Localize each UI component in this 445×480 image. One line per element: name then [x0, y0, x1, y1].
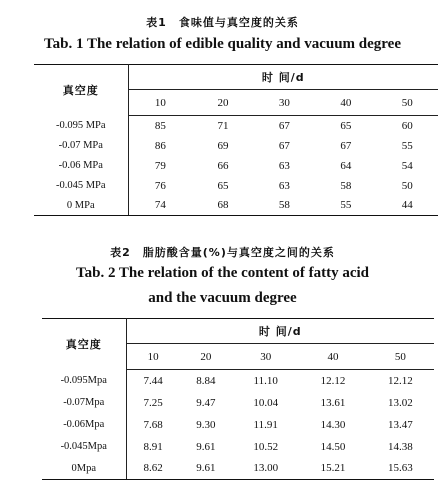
table-cell: 69	[217, 139, 229, 152]
table2-caption-en-line1: Tab. 2 The relation of the content of fatty acid	[75, 265, 370, 281]
table-cell: 55	[315, 196, 376, 216]
table2-day-header: 20	[180, 344, 232, 370]
table-cell: 10.52	[253, 440, 279, 453]
table-cell: 9.47	[196, 396, 216, 409]
table-cell: 8.62	[126, 458, 180, 480]
table-cell: 12.12	[387, 374, 413, 387]
row-label: -0.045 MPa	[34, 176, 128, 196]
table-row	[34, 116, 438, 136]
table1-day-header: 30	[254, 90, 315, 116]
table-cell: 8.91	[143, 440, 163, 453]
row-label: -0.045Mpa	[42, 436, 126, 458]
table-cell: 8.84	[196, 374, 216, 387]
table-cell: 65	[217, 179, 229, 192]
table-row	[42, 414, 434, 436]
table1-caption-cn: 表1 食味值与真空度的关系	[146, 16, 299, 29]
table-cell: 67	[278, 119, 290, 132]
table-cell: 67	[340, 139, 352, 152]
row-label: -0.06Mpa	[42, 414, 126, 436]
table-cell: 15.63	[367, 458, 434, 480]
table-cell: 15.21	[299, 458, 366, 480]
row-label: -0.07 MPa	[34, 136, 128, 156]
table-cell: 14.30	[320, 418, 346, 431]
table-cell: 54	[401, 159, 413, 172]
table-row	[42, 392, 434, 414]
table2-time-header: 时 间/d	[126, 319, 434, 344]
table-cell: 63	[278, 159, 290, 172]
table-cell: 55	[401, 139, 413, 152]
table-cell: 68	[192, 196, 253, 216]
table2-day-header: 40	[299, 344, 366, 370]
table-row	[42, 458, 434, 480]
row-label: -0.095Mpa	[42, 370, 126, 392]
table-row	[34, 136, 438, 156]
table2-day-header: 10	[126, 344, 180, 370]
table1-day-header: 50	[377, 90, 438, 116]
row-label: -0.07Mpa	[42, 392, 126, 414]
table-cell: 60	[401, 119, 413, 132]
table-cell: 14.38	[387, 440, 413, 453]
table2	[42, 318, 434, 480]
table-cell: 44	[377, 196, 438, 216]
table2-caption-en-line2: and the vacuum degree	[148, 290, 297, 306]
table-cell: 7.44	[143, 374, 163, 387]
table-cell: 9.61	[196, 440, 216, 453]
table-cell: 11.10	[253, 374, 278, 387]
row-label: -0.06 MPa	[34, 156, 128, 176]
table1-day-header: 10	[128, 90, 192, 116]
table2-caption-cn: 表2 脂肪酸含量(%)与真空度之间的关系	[110, 246, 335, 259]
table-cell: 63	[278, 179, 290, 192]
table-cell: 13.00	[232, 458, 299, 480]
table-cell: 12.12	[320, 374, 346, 387]
table-cell: 11.91	[253, 418, 278, 431]
table-row	[42, 370, 434, 392]
table1	[34, 64, 438, 216]
table-cell: 64	[340, 159, 352, 172]
table-cell: 13.02	[387, 396, 413, 409]
table1-caption-en: Tab. 1 The relation of edible quality and vacuum degree	[44, 36, 401, 52]
table-cell: 85	[154, 119, 166, 132]
table-cell: 67	[278, 139, 290, 152]
table1-row-header: 真空度	[34, 65, 128, 116]
table-cell: 13.47	[387, 418, 413, 431]
table-cell: 86	[154, 139, 166, 152]
table1-day-header: 20	[192, 90, 253, 116]
table2-day-header: 50	[367, 344, 434, 370]
table-cell: 79	[154, 159, 166, 172]
table-row	[34, 196, 438, 216]
table-cell: 65	[340, 119, 352, 132]
table-cell: 14.50	[320, 440, 346, 453]
table-cell: 58	[254, 196, 315, 216]
table-cell: 66	[217, 159, 229, 172]
table-cell: 71	[217, 119, 229, 132]
table-cell: 74	[128, 196, 192, 216]
table-cell: 13.61	[320, 396, 346, 409]
table2-day-header: 30	[232, 344, 299, 370]
table-cell: 9.61	[180, 458, 232, 480]
row-label: 0 MPa	[34, 196, 128, 216]
table-cell: 7.68	[143, 418, 163, 431]
table-cell: 9.30	[196, 418, 216, 431]
table1-day-header: 40	[315, 90, 376, 116]
table-row	[34, 176, 438, 196]
table-cell: 7.25	[143, 396, 163, 409]
table2-row-header: 真空度	[42, 319, 126, 370]
table-row	[34, 156, 438, 176]
row-label: 0Mpa	[42, 458, 126, 480]
table-cell: 50	[401, 179, 413, 192]
table-row	[42, 436, 434, 458]
table-cell: 58	[340, 179, 352, 192]
table-cell: 10.04	[253, 396, 279, 409]
table1-time-header: 时 间/d	[128, 65, 438, 90]
table-cell: 76	[154, 179, 166, 192]
row-label: -0.095 MPa	[34, 116, 128, 136]
